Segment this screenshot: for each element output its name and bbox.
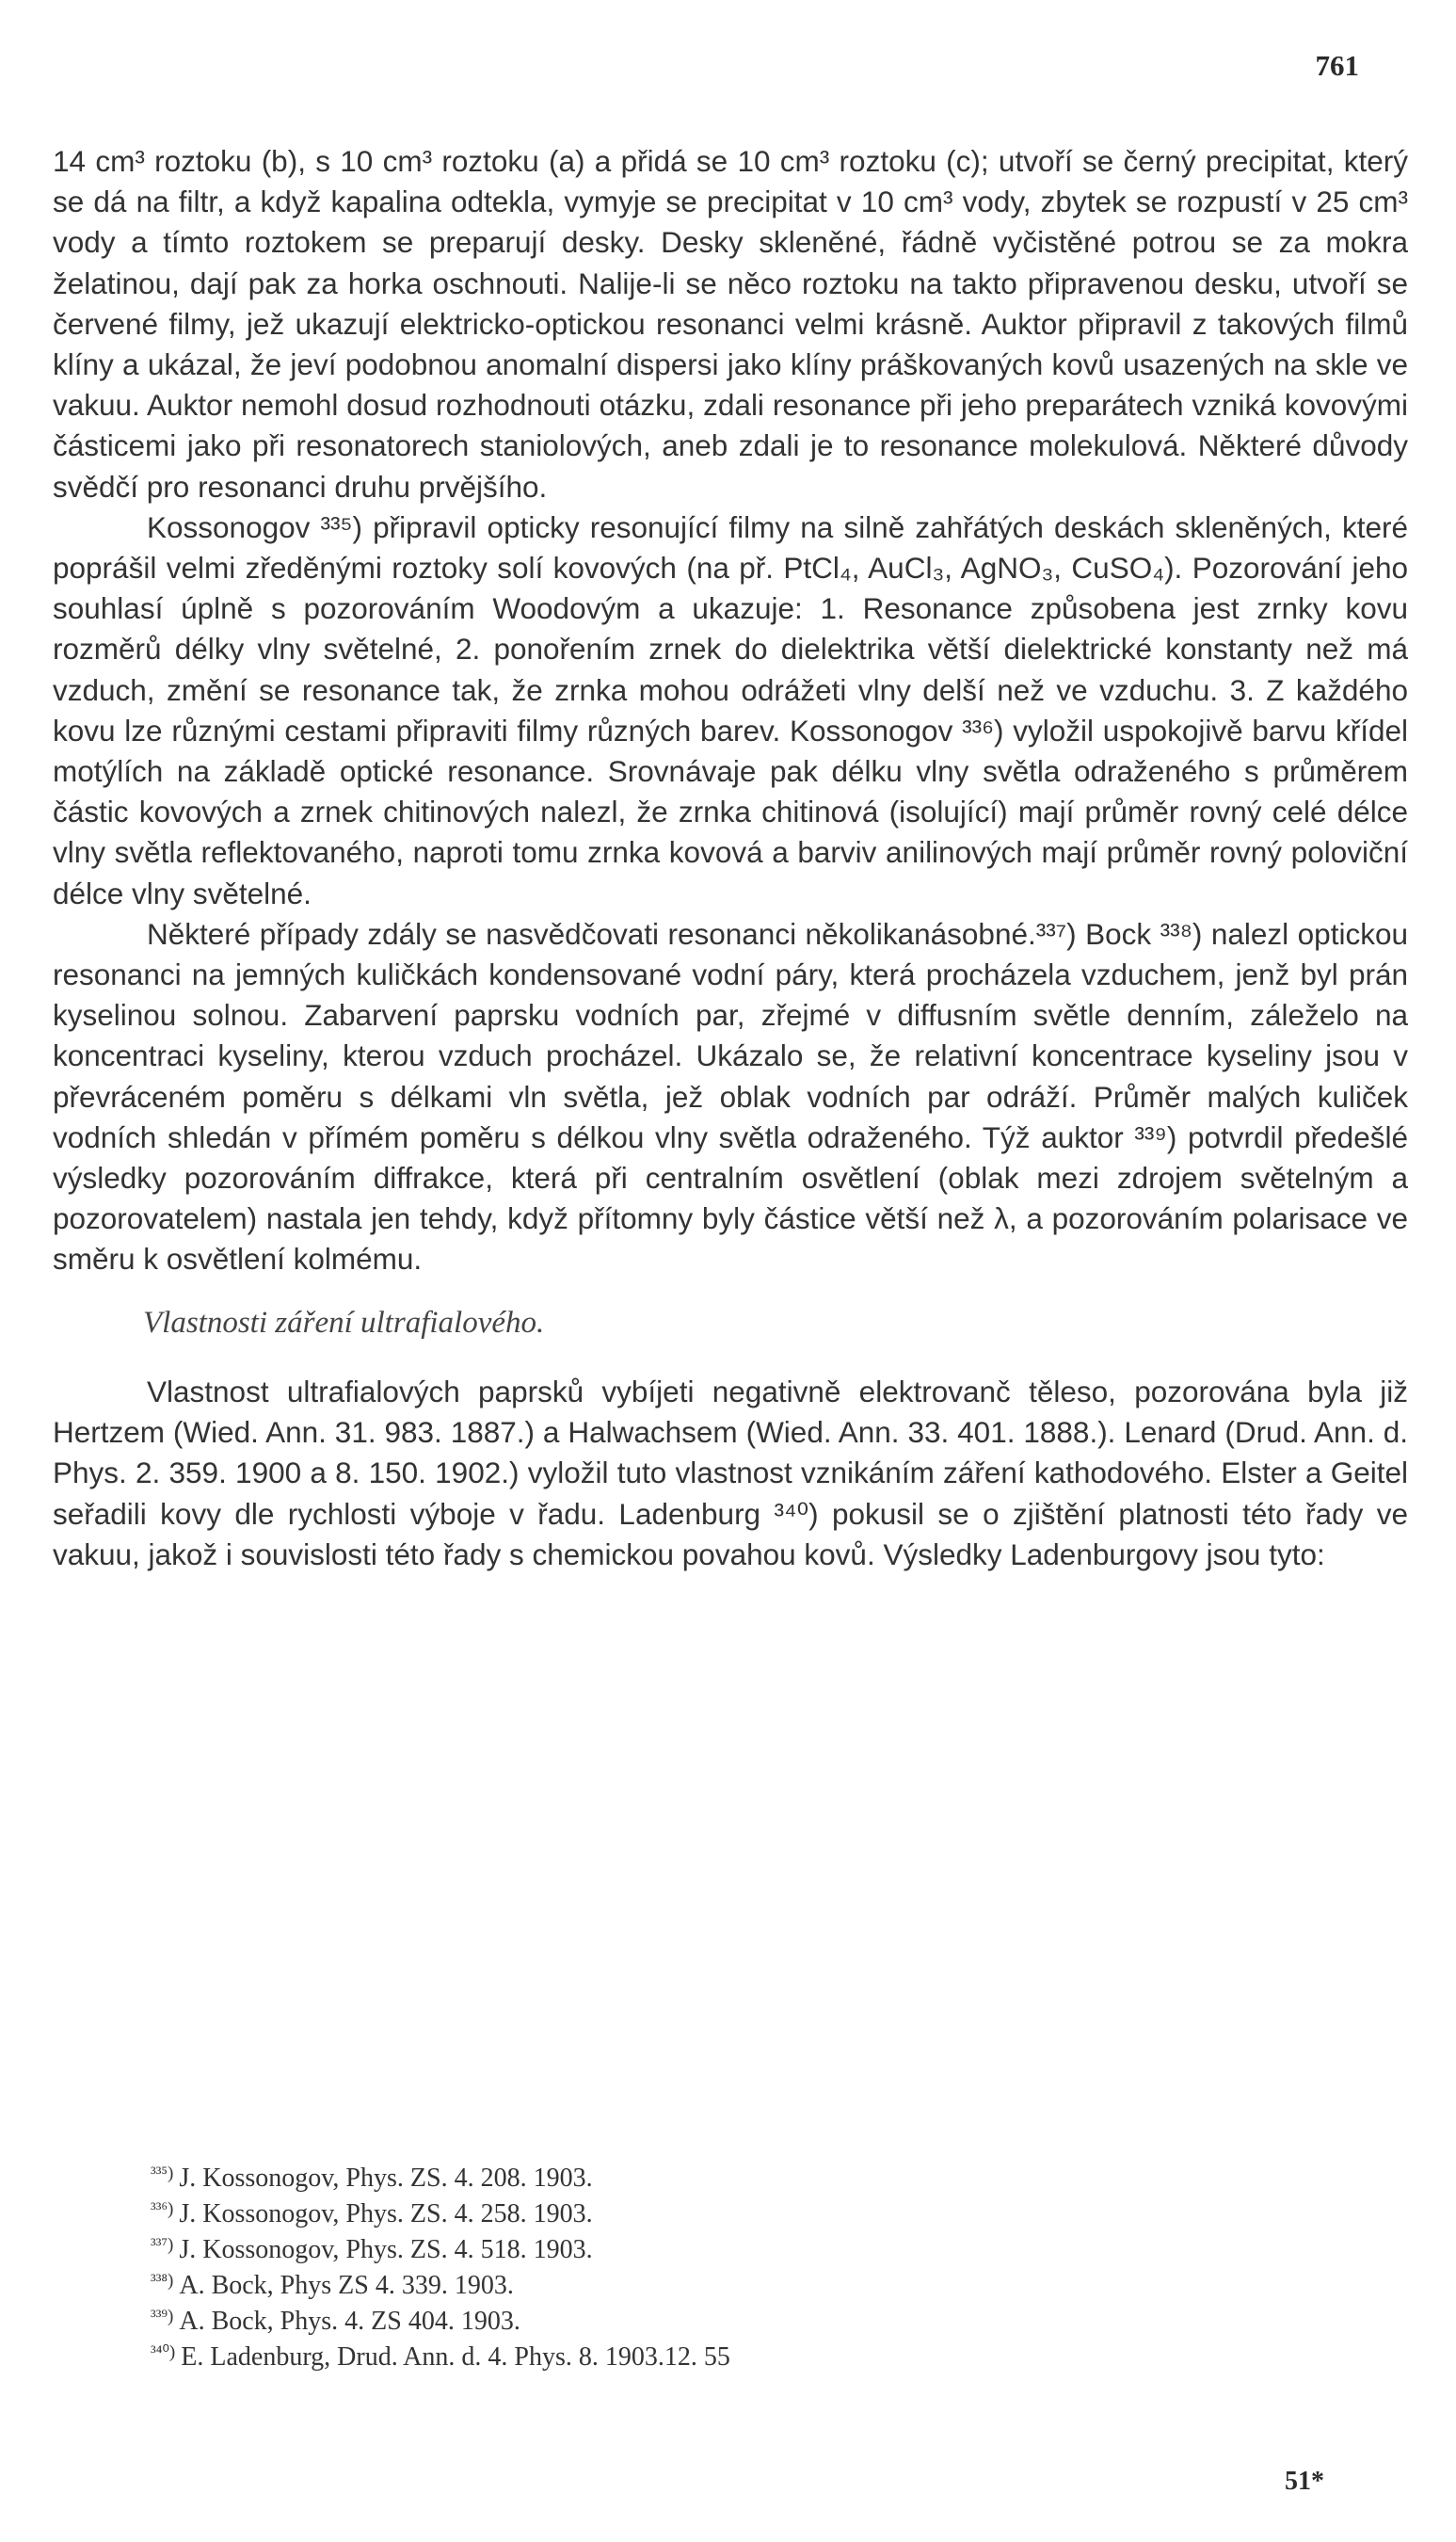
footnote xyxy=(151,2337,998,2373)
footnote-text: A. Bock, Phys. 4. ZS 404. 1903. xyxy=(179,2307,520,2336)
footnote-text: J. Kossonogov, Phys. ZS. 4. 518. 1903. xyxy=(179,2235,593,2264)
footnote-ref: ³³⁶) xyxy=(151,2199,174,2219)
footnote-text: E. Ladenburg, Drud. Ann. d. 4. Phys. 8. 1903.12. 55 xyxy=(181,2342,730,2372)
footnote-ref: ³⁴⁰) xyxy=(151,2342,176,2362)
footnote-text: A. Bock, Phys ZS 4. 339. 1903. xyxy=(179,2271,514,2300)
section-heading: Vlastnosti záření ultrafialového. xyxy=(143,1305,545,1340)
paragraph-ultraviolet: Vlastnost ultrafialových paprsků vybíjeti negativně elektrovanč těleso, pozorována byla již Hertzem (Wied. Ann. 31. 983. 1887.) a Halwachsem (Wied. Ann. 33. 401. 1888.). Lenard (Drud. Ann. d. Phys. 2. 359. 1900 a 8. 150. 1902.) vyložil tuto vlastnost vznikáním záření kathodového. Elster a Geitel seřadili kovy dle rychlosti výboje v řadu. Ladenburg ³⁴⁰) pokusil se o zjištění platnosti této řady ve vakuu, jakož i souvislosti této řady s chemickou povahou kovů. Výsledky Ladenburgovy jsou tyto: xyxy=(53,1374,1408,1571)
footnote xyxy=(151,2265,998,2301)
footnote-text: J. Kossonogov, Phys. ZS. 4. 208. 1903. xyxy=(179,2164,593,2193)
footnote xyxy=(151,2301,998,2337)
footnote xyxy=(151,2194,998,2229)
footnote xyxy=(151,2229,998,2265)
footnote-ref: ³³⁷) xyxy=(151,2235,174,2255)
paragraph-kossonogov: Kossonogov ³³⁵) připravil opticky resonující filmy na silně zahřátých deskách skleněných, které poprášil velmi zředěnými roztoky solí kovových (na př. PtCl₄, AuCl₃, AgNO₃, CuSO₄). Pozorování jeho souhlasí úplně s pozorováním Woodovým a ukazuje: 1. Resonance způsobena jest zrnky kovu rozměrů délky vlny světelné, 2. ponořením zrnek do dielektrika větší dielektrické konstanty než má vzduch, změní se resonance tak, že zrnka mohou odrážeti vlny delší než ve vzduchu. 3. Z každého kovu lze různými cestami připraviti filmy různých barev. Kossonogov ³³⁶) vyložil uspokojivě barvu křídel motýlích na základě optické resonance. Srovnávaje pak délku vlny světla odraženého s průměrem částic kovových a zrnek chitinových nalezl, že zrnka chitinová (isolující) mají průměr rovný celé délce vlny světla reflektovaného, naproti tomu zrnka kovová a barviv anilinových mají průměr rovný poloviční délce vlny světelné. xyxy=(53,509,1408,910)
footnote-ref: ³³⁸) xyxy=(151,2271,174,2291)
page-number: 761 xyxy=(1315,49,1359,82)
body-text xyxy=(53,141,1408,1575)
footnote-ref: ³³⁵) xyxy=(151,2164,174,2183)
paragraph-bock: Některé případy zdály se nasvědčovati resonanci několikanásobné.³³⁷) Bock ³³⁸) nalezl optickou resonanci na jemných kuličkách kondensované vodní páry, která procházela vzduchem, jenž byl prán kyselinou solnou. Zabarvení paprsku vodních par, zřejmé v diffusním světle denním, záleželo na koncentraci kyseliny, kterou vzduch procházel. Ukázalo se, že relativní koncentrace kyseliny jsou v převráceném poměru s délkami vln světla, jež oblak vodních par odráží. Průměr malých kuliček vodních shledán v přímém poměru s délkou vlny světla odraženého. Týž auktor ³³⁹) potvrdil předešlé výsledky pozorováním diffrakce, která při centralním osvětlení (oblak mezi zdrojem světelným a pozorovatelem) nastala jen tehdy, když přítomny byly částice větší než λ, a pozorováním polarisace ve směru k osvětlení kolmému. xyxy=(53,916,1408,1277)
signature-mark: 51* xyxy=(1285,2467,1324,2496)
paragraph-continuation: 14 cm³ roztoku (b), s 10 cm³ roztoku (a) a přidá se 10 cm³ roztoku (c); utvoří se černý precipitat, který se dá na filtr, a když kapalina odtekla, vymyje se precipitat v 10 cm³ vody, zbytek se rozpustí v 25 cm³ vody a tímto roztokem se preparují desky. Desky skleněné, řádně vyčistěné potrou se za mokra želatinou, dají pak za horka oschnouti. Nalije-li se něco roztoku na takto připravenou desku, utvoří se červené filmy, jež ukazují elektricko-optickou resonanci velmi krásně. Auktor připravil z takových filmů klíny a ukázal, že jeví podobnou anomalní dispersi jako klíny práškovaných kovů usazených na skle ve vakuu. Auktor nemohl dosud rozhodnouti otázku, zdali resonance při jeho preparátech vzniká kovovými částicemi jako při resonatorech staniolových, aneb zdali je to resonance molekulová. Některé důvody svědčí pro resonanci druhu prvějšího. xyxy=(53,144,1408,504)
footnotes xyxy=(151,2158,998,2373)
footnote-ref: ³³⁹) xyxy=(151,2307,174,2326)
footnote xyxy=(151,2158,998,2194)
footnote-text: J. Kossonogov, Phys. ZS. 4. 258. 1903. xyxy=(179,2199,593,2228)
